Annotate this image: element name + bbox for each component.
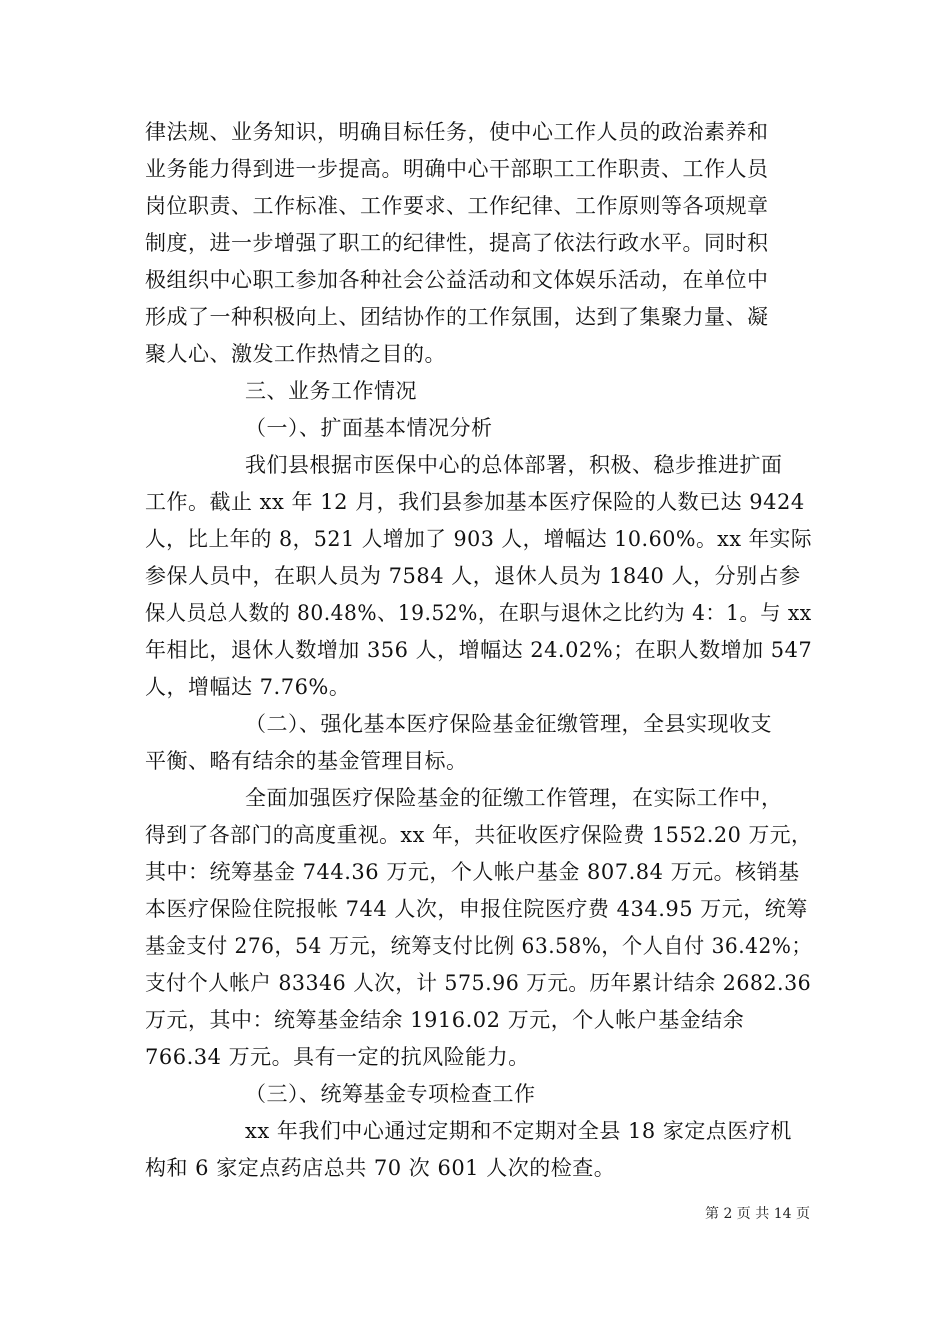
body-text-line: 工作。截止 xx 年 12 月，我们县参加基本医疗保险的人数已达 9424 <box>145 490 805 514</box>
body-text-line: 人，比上年的 8，521 人增加了 903 人，增幅达 10.60%。xx 年实际 <box>145 527 812 551</box>
subsection-heading: （一）、扩面基本情况分析 <box>245 416 493 440</box>
page-number-footer: 第 2 页 共 14 页 <box>705 1206 810 1222</box>
body-text-line: 其中：统筹基金 744.36 万元，个人帐户基金 807.84 万元。核销基 <box>145 860 800 884</box>
body-text-line: 保人员总人数的 80.48%、19.52%，在职与退休之比约为 4：1。与 xx <box>145 601 812 625</box>
body-text-line: 制度，进一步增强了职工的纪律性，提高了依法行政水平。同时积 <box>145 231 769 255</box>
body-text-line: 766.34 万元。具有一定的抗风险能力。 <box>145 1045 530 1069</box>
body-text-line: 年相比，退休人数增加 356 人，增幅达 24.02%；在职人数增加 547 <box>145 638 813 662</box>
body-text-line: 万元，其中：统筹基金结余 1916.02 万元，个人帐户基金结余 <box>145 1008 745 1032</box>
body-text-line: 基金支付 276，54 万元，统筹支付比例 63.58%，个人自付 36.42%； <box>145 934 813 958</box>
body-text-line: 极组织中心职工参加各种社会公益活动和文体娱乐活动，在单位中 <box>145 268 769 292</box>
body-text-line: xx 年我们中心通过定期和不定期对全县 18 家定点医疗机 <box>245 1119 792 1143</box>
body-text-line: 人，增幅达 7.76%。 <box>145 675 351 699</box>
body-text-line: 支付个人帐户 83346 人次，计 575.96 万元。历年累计结余 2682.36 <box>145 971 812 995</box>
body-text-line: 我们县根据市医保中心的总体部署，积极、稳步推进扩面 <box>245 453 783 477</box>
body-text-line: 得到了各部门的高度重视。xx 年，共征收医疗保险费 1552.20 万元， <box>145 823 813 847</box>
body-text-line: 本医疗保险住院报帐 744 人次，申报住院医疗费 434.95 万元，统筹 <box>145 897 808 921</box>
subsection-heading-cont: 平衡、略有结余的基金管理目标。 <box>145 749 468 773</box>
subsection-heading: （二）、强化基本医疗保险基金征缴管理，全县实现收支 <box>245 712 772 736</box>
body-text-line: 业务能力得到进一步提高。明确中心干部职工工作职责、工作人员 <box>145 157 769 181</box>
subsection-heading: （三）、统筹基金专项检查工作 <box>245 1082 536 1106</box>
section-heading: 三、业务工作情况 <box>245 379 417 403</box>
body-text-line: 参保人员中，在职人员为 7584 人，退休人员为 1840 人，分别占参 <box>145 564 801 588</box>
body-text-line: 形成了一种积极向上、团结协作的工作氛围，达到了集聚力量、凝 <box>145 305 769 329</box>
body-text-line: 岗位职责、工作标准、工作要求、工作纪律、工作原则等各项规章 <box>145 194 769 218</box>
body-text-line: 构和 6 家定点药店总共 70 次 601 人次的检查。 <box>145 1156 616 1180</box>
body-text-line: 聚人心、激发工作热情之目的。 <box>145 342 446 366</box>
body-text-line: 律法规、业务知识，明确目标任务，使中心工作人员的政治素养和 <box>145 120 769 144</box>
body-text-line: 全面加强医疗保险基金的征缴工作管理，在实际工作中， <box>245 786 783 810</box>
